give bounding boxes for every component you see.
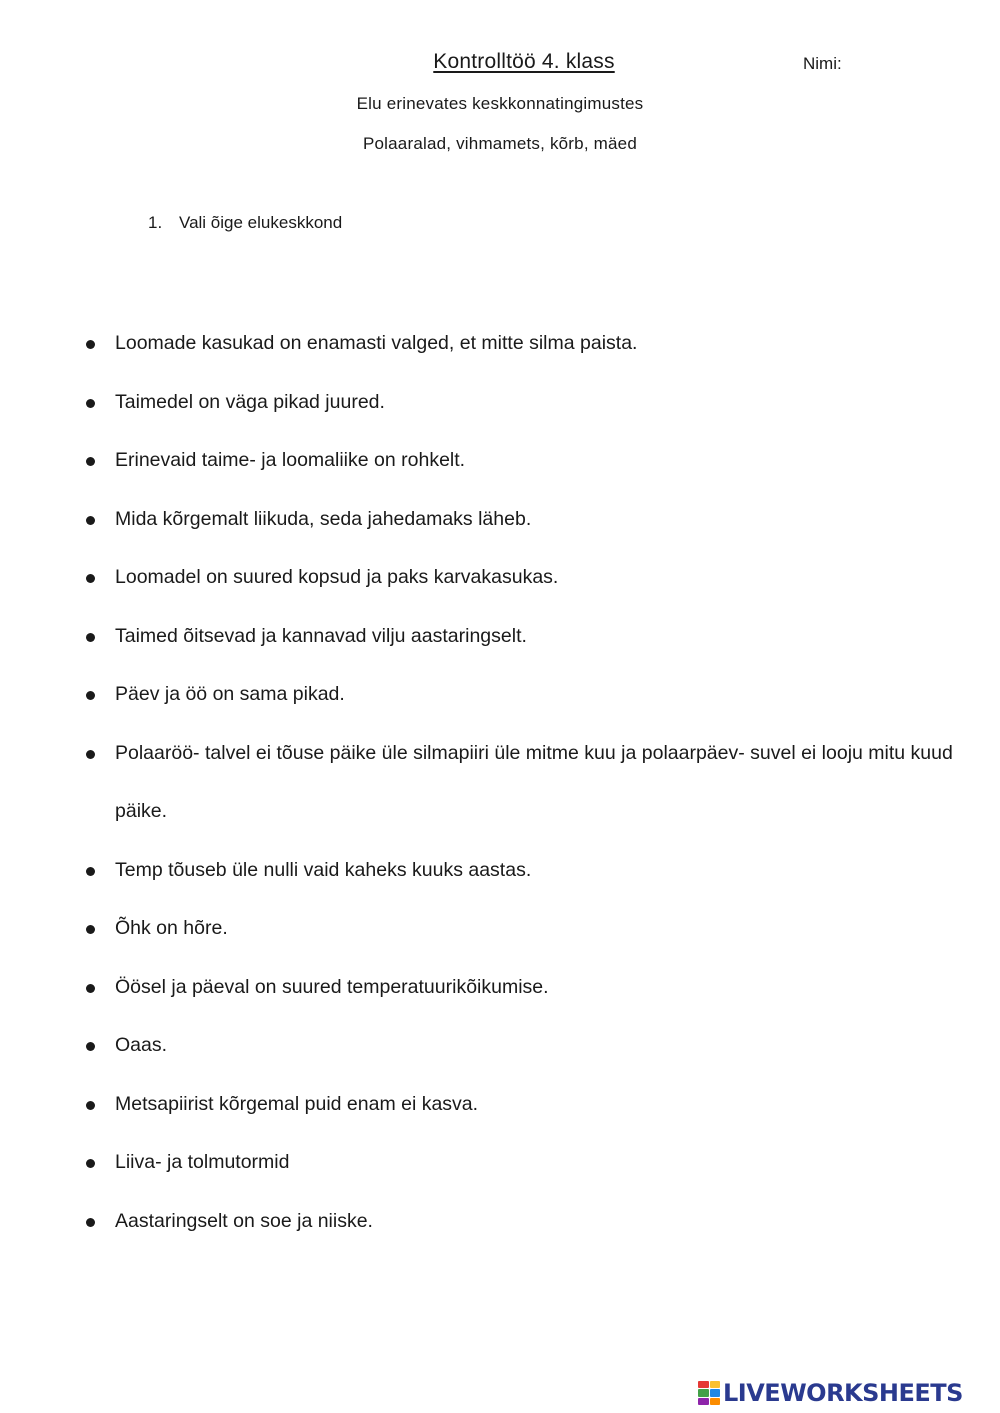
task-heading	[148, 213, 342, 233]
list-item	[86, 373, 966, 432]
list-item	[86, 1133, 966, 1192]
statement-text: Päev ja öö on sama pikad.	[115, 683, 345, 705]
statement-text: Temp tõuseb üle nulli vaid kaheks kuuks aastas.	[115, 858, 532, 881]
statement-text: Mida kõrgemalt liikuda, seda jahedamaks läheb.	[115, 507, 532, 530]
list-item	[86, 548, 966, 607]
logo-tile	[698, 1389, 709, 1396]
bullet-icon	[86, 750, 95, 759]
name-label: Nimi:	[803, 54, 842, 73]
bullet-icon	[86, 574, 95, 583]
logo-tile	[698, 1381, 709, 1388]
list-item	[86, 958, 966, 1017]
bullet-icon	[86, 984, 95, 993]
liveworksheets-logo	[698, 1378, 963, 1408]
bullet-icon	[86, 1101, 95, 1110]
statement-text: Oaas.	[115, 1034, 168, 1056]
bullet-icon	[86, 399, 95, 408]
bullet-icon	[86, 340, 95, 349]
list-item	[86, 1192, 966, 1251]
logo-icon	[698, 1381, 720, 1405]
bullet-icon	[86, 1218, 95, 1227]
statement-text: Öösel ja päeval on suured temperatuurikõikumise.	[115, 975, 549, 998]
bullet-icon	[86, 516, 95, 525]
statement-text: Polaaröö- talvel ei tõuse päike üle silmapiiri üle mitme kuu ja polaarpäev- suvel ei looju mitu kuud päike.	[115, 741, 953, 822]
bullet-icon	[86, 691, 95, 700]
list-item	[86, 490, 966, 549]
logo-tile	[710, 1381, 721, 1388]
list-item	[86, 899, 966, 958]
statement-text: Aastaringselt on soe ja niiske.	[115, 1209, 373, 1232]
statement-text: Loomade kasukad on enamasti valged, et mitte silma paista.	[115, 332, 638, 354]
task-number: 1.	[148, 213, 163, 232]
logo-tile	[710, 1389, 721, 1396]
bullet-icon	[86, 633, 95, 642]
statement-text: Metsapiirist kõrgemal puid enam ei kasva.	[115, 1092, 479, 1115]
subtitle-topic: Elu erinevates keskkonnatingimustes	[356, 94, 644, 113]
list-item	[86, 665, 966, 724]
statement-text: Taimedel on väga pikad juured.	[115, 390, 385, 413]
bullet-icon	[86, 1159, 95, 1168]
statement-text: Taimed õitsevad ja kannavad vilju aastaringselt.	[115, 624, 527, 647]
logo-text: LIVEWORKSHEETS	[723, 1379, 963, 1407]
statement-list	[86, 314, 966, 1250]
list-item	[86, 431, 966, 490]
statement-text: Õhk on hõre.	[115, 917, 228, 939]
statement-text: Liiva- ja tolmutormid	[115, 1151, 290, 1173]
bullet-icon	[86, 867, 95, 876]
list-item	[86, 314, 966, 373]
bullet-icon	[86, 457, 95, 466]
statement-text: Loomadel on suured kopsud ja paks karvakasukas.	[115, 566, 559, 588]
list-item	[86, 607, 966, 666]
bullet-icon	[86, 925, 95, 934]
logo-tile	[698, 1398, 709, 1405]
subtitle-environments: Polaaralad, vihmamets, kõrb, mäed	[362, 134, 637, 153]
logo-tile	[710, 1398, 721, 1405]
worksheet-title: Kontrolltöö 4. klass	[433, 50, 615, 73]
list-item	[86, 841, 966, 900]
list-item	[86, 1016, 966, 1075]
bullet-icon	[86, 1042, 95, 1051]
list-item	[86, 724, 966, 841]
statement-text: Erinevaid taime- ja loomaliike on rohkelt.	[115, 449, 466, 471]
task-text: Vali õige elukeskkond	[179, 213, 343, 232]
list-item	[86, 1075, 966, 1134]
